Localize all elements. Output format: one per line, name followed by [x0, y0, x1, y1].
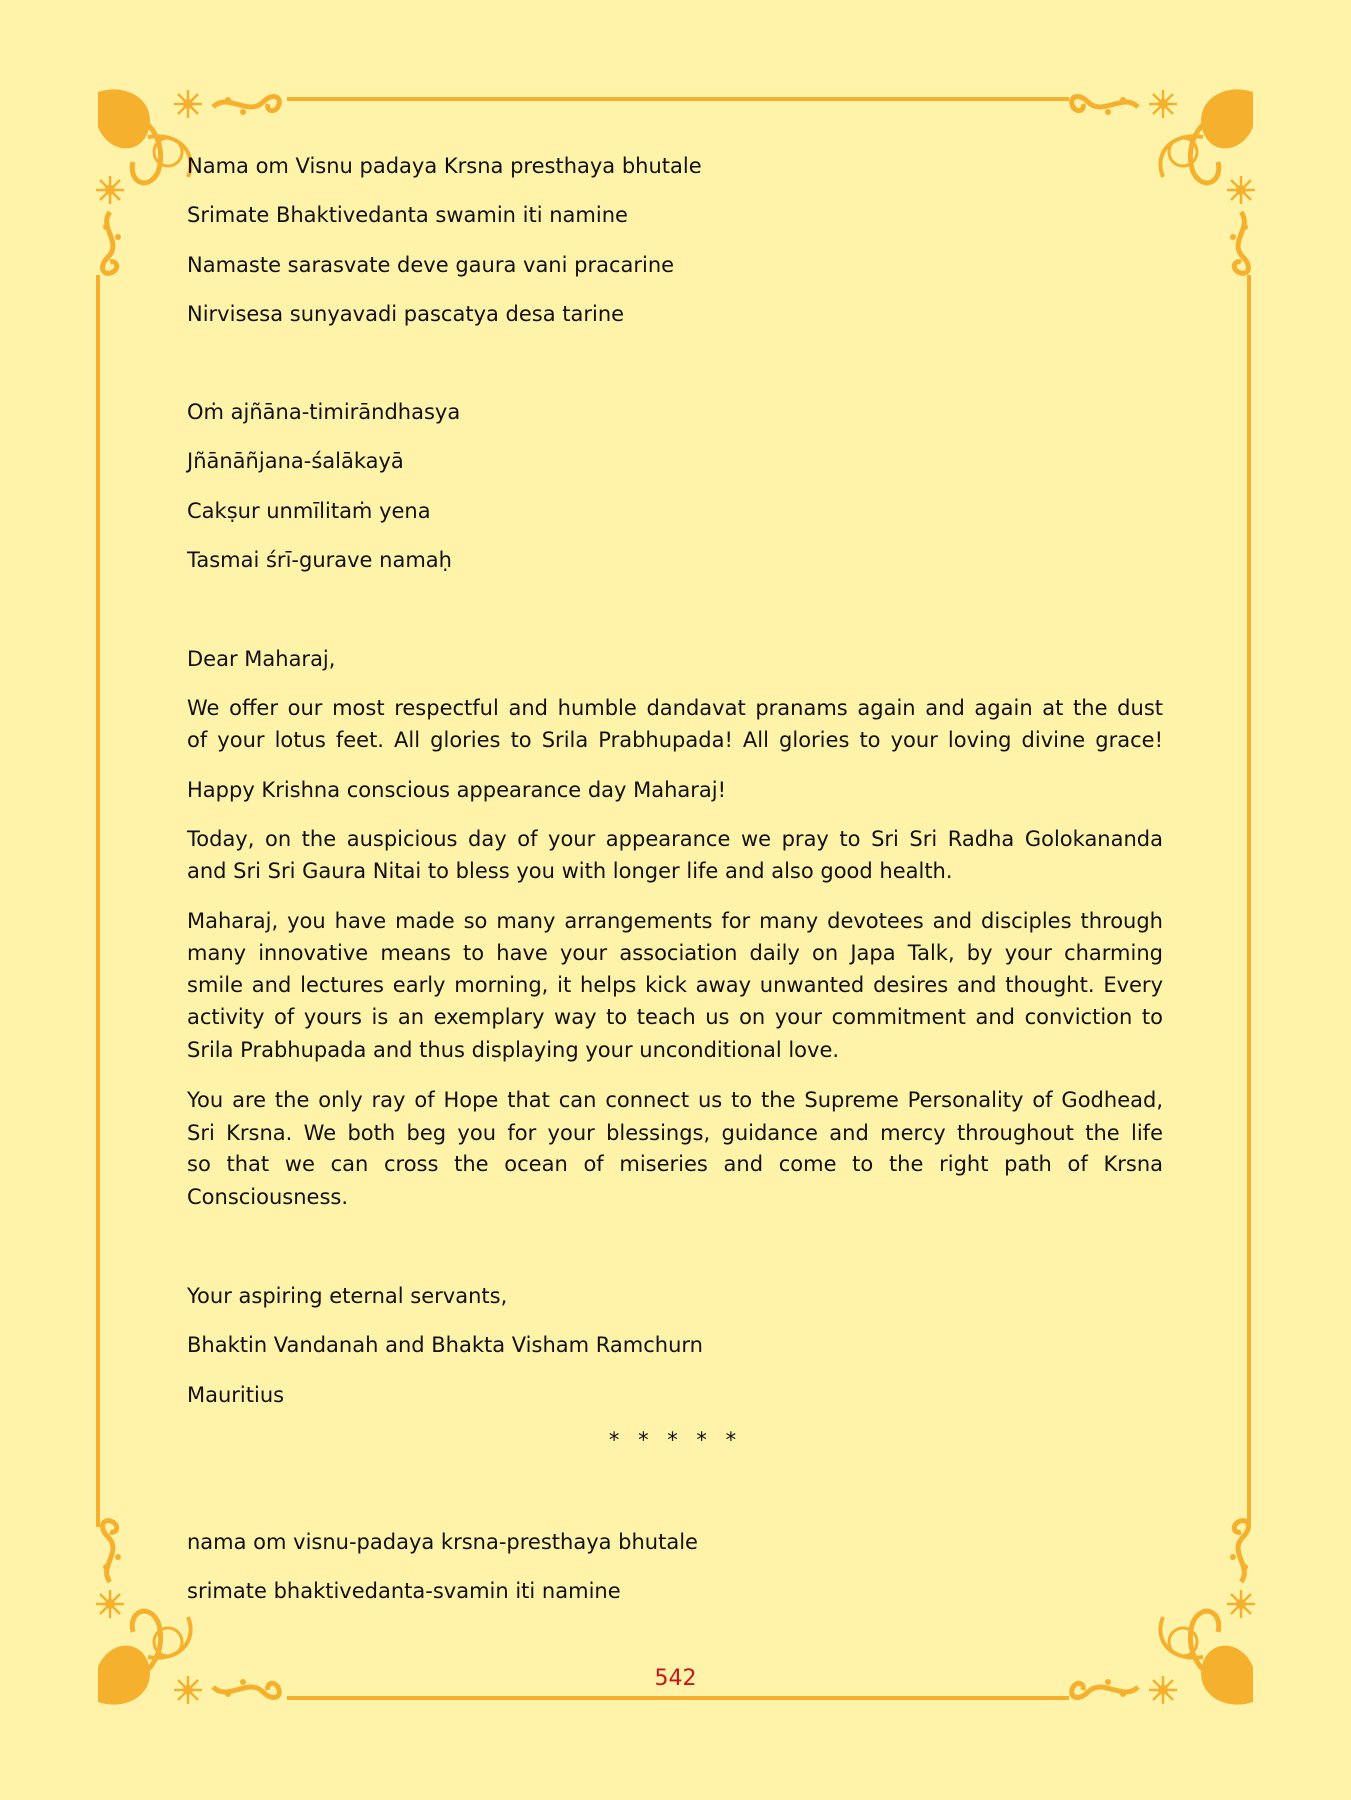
paragraph-line: We offer our most respectful and humble dandavat pranams again and again at the dust: [187, 696, 1163, 720]
verse-line: srimate bhaktivedanta-svamin iti namine: [187, 1579, 621, 1603]
paragraph-line: Today, on the auspicious day of your appearance we pray to Sri Sri Radha Golokananda: [187, 827, 1163, 851]
paragraph-line: smile and lectures early morning, it helps kick away unwanted desires and thought. Every: [187, 973, 1163, 997]
paragraph-line: Maharaj, you have made so many arrangements for many devotees and disciples through: [187, 909, 1163, 933]
verse-line: Nirvisesa sunyavadi pascatya desa tarine: [187, 302, 625, 326]
paragraph-line: You are the only ray of Hope that can connect us to the Supreme Personality of Godhead,: [187, 1088, 1163, 1112]
location: Mauritius: [187, 1383, 285, 1407]
verse-line: Oṁ ajñāna-timirāndhasya: [187, 400, 461, 424]
frame-bottom-line: [287, 1696, 1069, 1700]
closing: Your aspiring eternal servants,: [187, 1284, 508, 1308]
paragraph-line: so that we can cross the ocean of miseries and come to the right path of Krsna: [187, 1152, 1163, 1176]
verse-line: Cakṣur unmīlitaṁ yena: [187, 499, 431, 523]
verse-line: Jñānāñjana-śalākayā: [187, 449, 404, 473]
paragraph-line: many innovative means to have your association daily on Japa Talk, by your charming: [187, 941, 1163, 965]
paragraph-line: Srila Prabhupada and thus displaying your unconditional love.: [187, 1038, 840, 1062]
page-number: 542: [654, 1666, 697, 1691]
frame-right-line: [1247, 275, 1251, 1527]
paragraph-line: of your lotus feet. All glories to Srila Prabhupada! All glories to your loving divine grace!: [187, 728, 1163, 752]
salutation: Dear Maharaj,: [187, 647, 336, 671]
signature: Bhaktin Vandanah and Bhakta Visham Ramchurn: [187, 1333, 703, 1357]
verse-line: Srimate Bhaktivedanta swamin iti namine: [187, 203, 628, 227]
paragraph-line: and Sri Sri Gaura Nitai to bless you with longer life and also good health.: [187, 859, 953, 883]
paragraph-line: activity of yours is an exemplary way to teach us on your commitment and conviction to: [187, 1005, 1163, 1029]
paragraph-line: Happy Krishna conscious appearance day Maharaj!: [187, 778, 727, 802]
verse-line: Nama om Visnu padaya Krsna presthaya bhutale: [187, 154, 702, 178]
frame-top-line: [287, 97, 1069, 101]
verse-line: Namaste sarasvate deve gaura vani pracarine: [187, 253, 675, 277]
frame-left-line: [96, 275, 100, 1527]
paragraph-line: Sri Krsna. We both beg you for your blessings, guidance and mercy throughout the life: [187, 1121, 1163, 1145]
corner-ornament-top-right: [1063, 82, 1263, 282]
verse-line: nama om visnu-padaya krsna-presthaya bhutale: [187, 1530, 698, 1554]
verse-line: Tasmai śrī-gurave namaḥ: [187, 548, 452, 572]
separator: * * * * *: [608, 1428, 743, 1452]
paragraph-line: Consciousness.: [187, 1185, 349, 1209]
